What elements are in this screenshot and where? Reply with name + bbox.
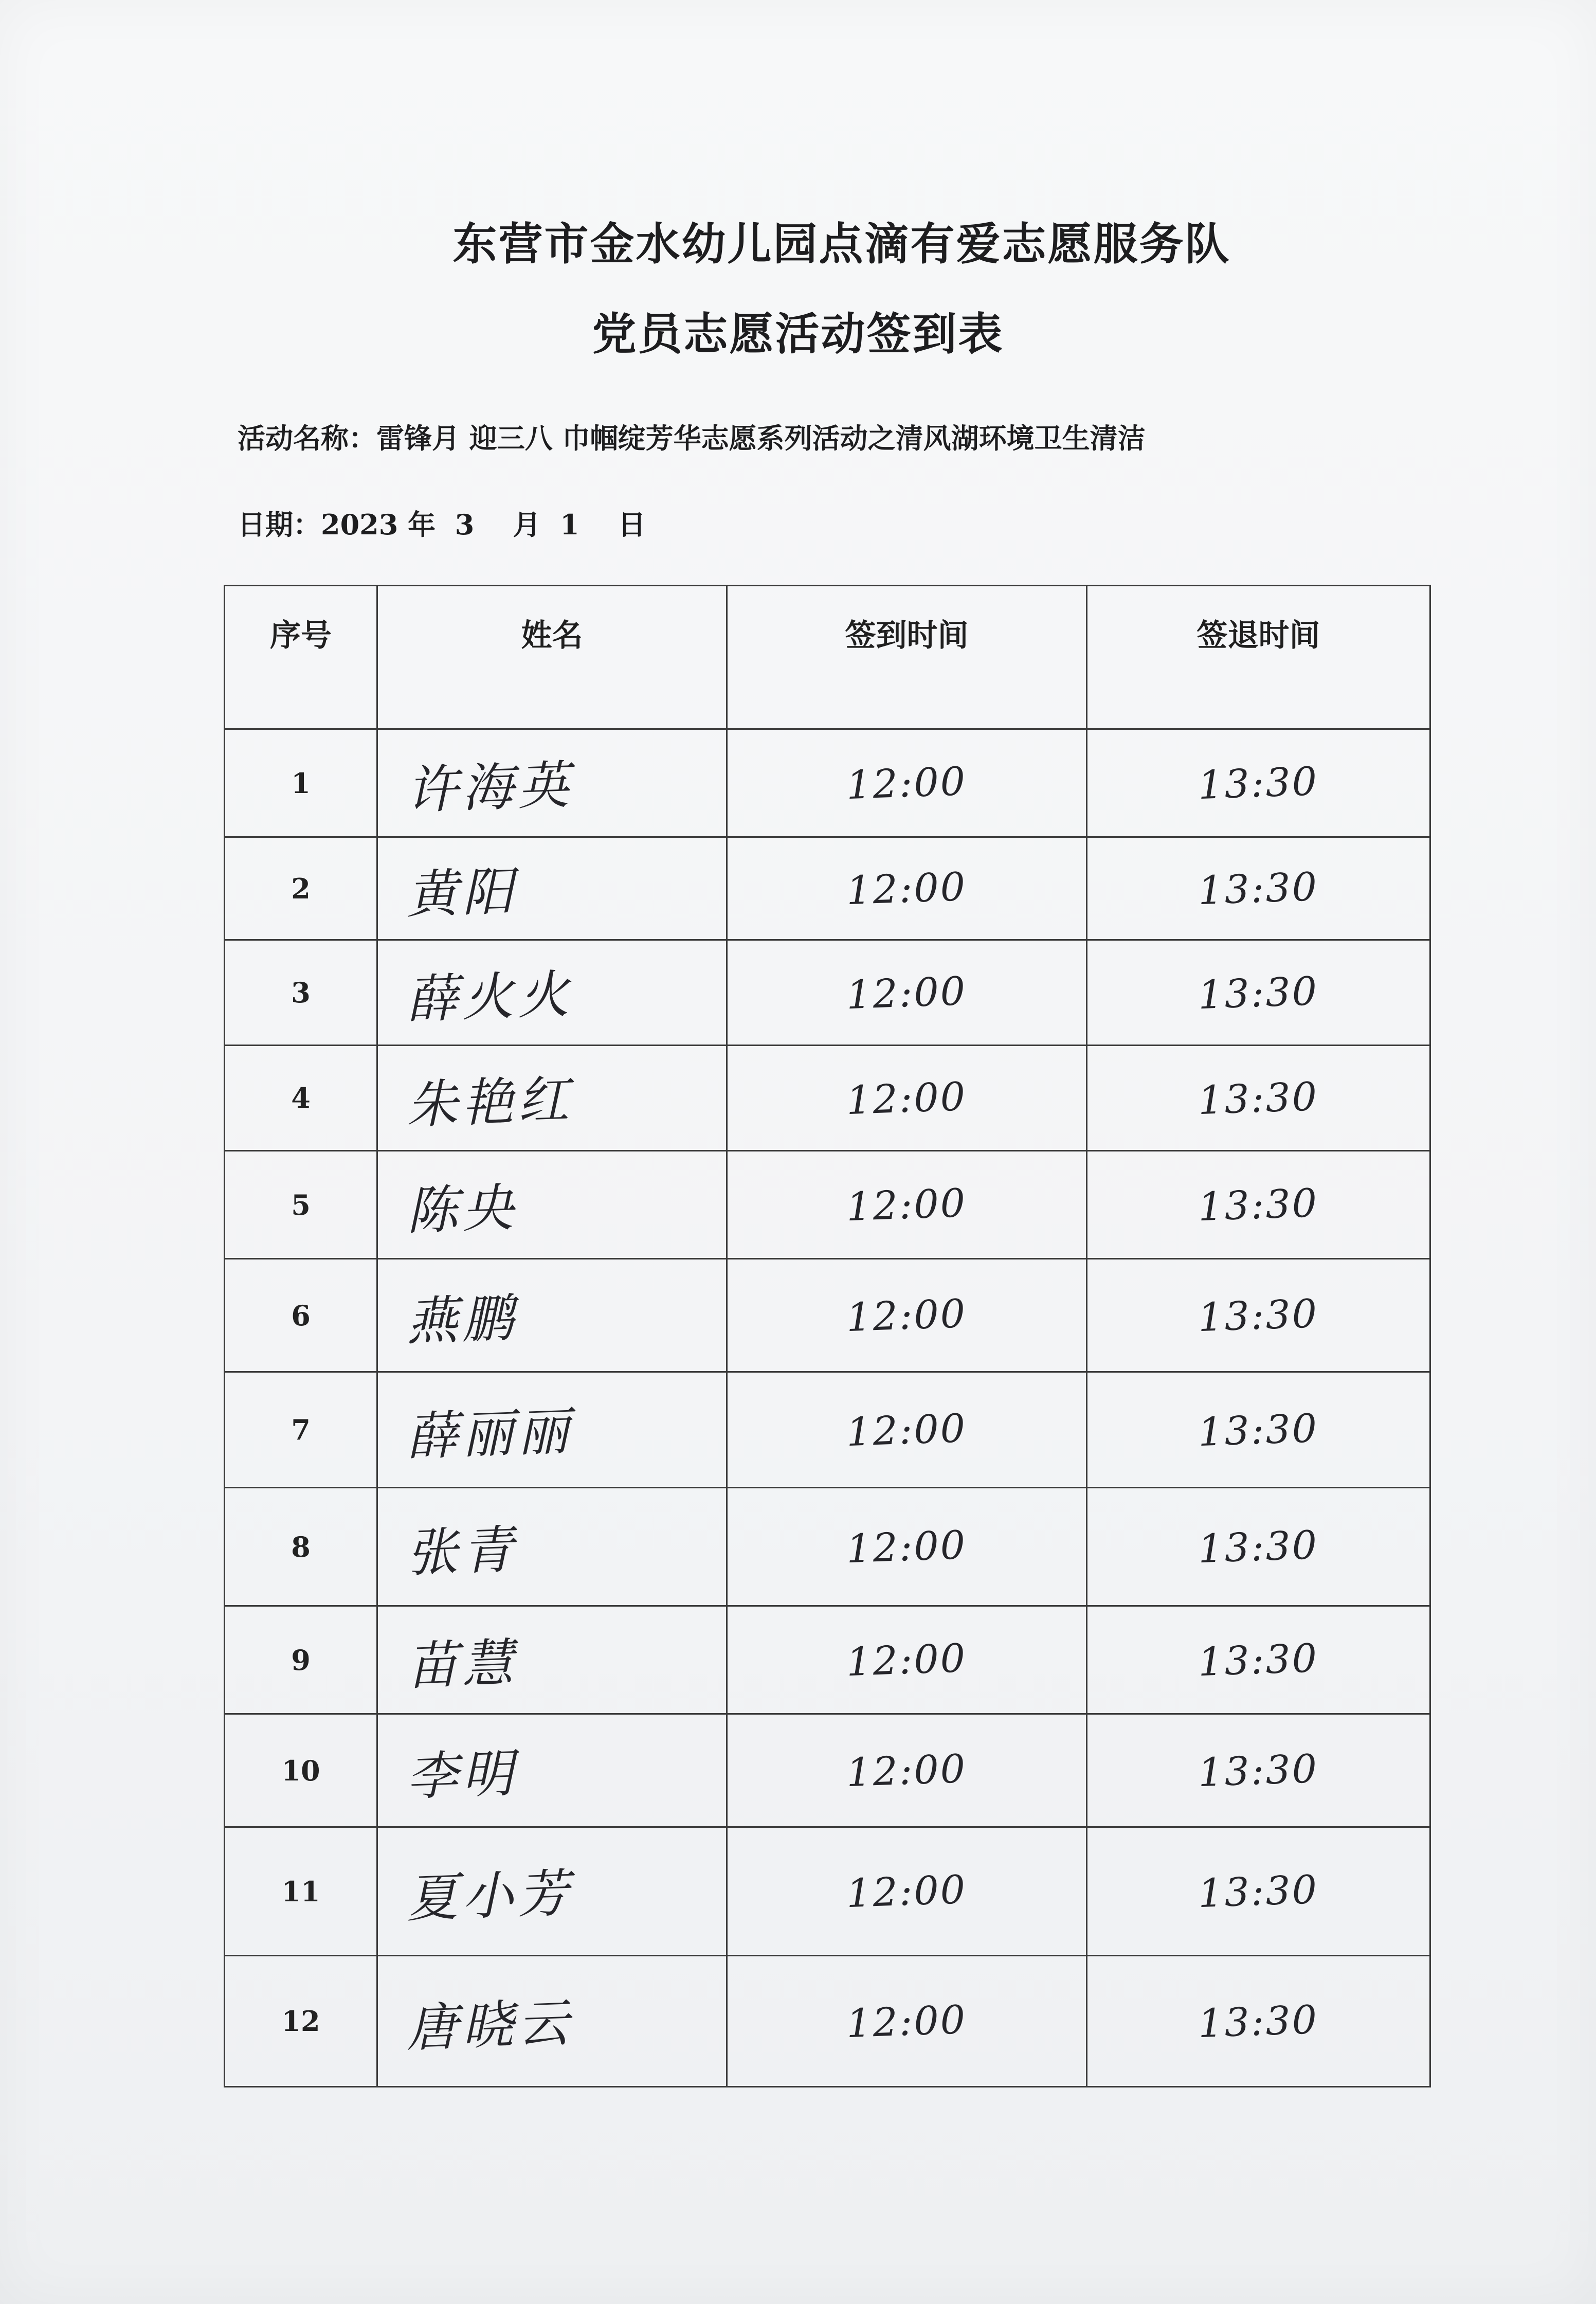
row-seq: 7: [225, 1372, 377, 1488]
activity-value: 雷锋月 迎三八 巾帼绽芳华志愿系列活动之清风湖环境卫生清洁: [376, 422, 1146, 455]
table-row: [225, 1714, 1430, 1827]
date-year: 2023: [321, 508, 398, 541]
row-sign-in-time: [727, 837, 1087, 940]
date-month: 3: [455, 508, 475, 541]
row-sign-in-time-text: 12:00: [846, 1290, 968, 1341]
row-name-signature-text: 薛丽丽: [405, 1401, 574, 1467]
header-name: 姓名: [377, 586, 727, 729]
table-row: [225, 1046, 1430, 1151]
row-sign-in-time: [727, 1956, 1087, 2087]
table-row: [225, 1259, 1430, 1372]
activity-line: [238, 417, 1146, 456]
row-sign-out-time-text: 13:30: [1198, 1521, 1319, 1572]
row-name-signature: [377, 940, 727, 1046]
row-name-signature-text: 薛火火: [405, 964, 574, 1030]
row-name-signature: [377, 1827, 727, 1956]
row-sign-out-time: [1087, 1956, 1430, 2087]
row-name-signature: [377, 1046, 727, 1151]
row-name-signature-text: 陈央: [405, 1177, 519, 1241]
row-name-signature-text: 燕鹏: [405, 1287, 519, 1352]
document-subtitle: 党员志愿活动签到表: [592, 309, 1004, 360]
row-seq: 9: [225, 1606, 377, 1714]
row-sign-out-time: [1087, 1372, 1430, 1488]
row-name-signature: [377, 1606, 727, 1714]
row-sign-in-time: [727, 1827, 1087, 1956]
date-year-unit: 年: [408, 509, 436, 541]
row-name-signature-text: 黄阳: [405, 860, 519, 925]
row-sign-out-time: [1087, 1046, 1430, 1151]
row-sign-out-time: [1087, 729, 1430, 837]
row-sign-in-time-text: 12:00: [846, 1866, 968, 1917]
row-sign-out-time: [1087, 1151, 1430, 1259]
row-name-signature: [377, 1714, 727, 1827]
row-sign-in-time-text: 12:00: [846, 967, 968, 1018]
row-sign-in-time-text: 12:00: [846, 1634, 968, 1685]
row-name-signature-text: 张青: [405, 1519, 519, 1583]
row-seq: 5: [225, 1151, 377, 1259]
header-sign-in: 签到时间: [727, 586, 1087, 729]
row-seq: 12: [225, 1956, 377, 2087]
table-row: [225, 1372, 1430, 1488]
row-seq: 6: [225, 1259, 377, 1372]
activity-label: 活动名称：: [238, 422, 376, 455]
row-name-signature-text: 李明: [405, 1742, 519, 1807]
row-sign-in-time-text: 12:00: [846, 1179, 968, 1230]
row-name-signature: [377, 1488, 727, 1606]
row-sign-out-time: [1087, 1259, 1430, 1372]
row-sign-out-time-text: 13:30: [1198, 1634, 1319, 1685]
row-sign-out-time: [1087, 1488, 1430, 1606]
sign-in-table: [224, 585, 1431, 2087]
table-row: [225, 1606, 1430, 1714]
date-day: 1: [560, 508, 579, 541]
row-sign-out-time: [1087, 1827, 1430, 1956]
table-row: [225, 1956, 1430, 2087]
row-name-signature-text: 唐晓云: [405, 1992, 574, 2059]
row-seq: 4: [225, 1046, 377, 1151]
row-sign-out-time: [1087, 940, 1430, 1046]
table-row: [225, 837, 1430, 940]
row-sign-out-time-text: 13:30: [1198, 1996, 1319, 2046]
table-row: [225, 940, 1430, 1046]
row-sign-in-time: [727, 1259, 1087, 1372]
row-sign-in-time: [727, 940, 1087, 1046]
row-name-signature: [377, 1372, 727, 1488]
date-line: [238, 503, 646, 543]
row-name-signature: [377, 1259, 727, 1372]
row-sign-in-time: [727, 1714, 1087, 1827]
row-sign-out-time: [1087, 837, 1430, 940]
row-sign-in-time-text: 12:00: [846, 1405, 968, 1455]
row-sign-out-time-text: 13:30: [1198, 1073, 1319, 1123]
header-seq: 序号: [225, 586, 377, 729]
row-sign-out-time-text: 13:30: [1198, 1405, 1319, 1455]
row-sign-in-time: [727, 1488, 1087, 1606]
table-header-row: [225, 586, 1430, 729]
row-sign-in-time-text: 12:00: [846, 863, 968, 914]
row-sign-in-time: [727, 1046, 1087, 1151]
row-seq: 11: [225, 1827, 377, 1956]
row-sign-out-time-text: 13:30: [1198, 967, 1319, 1018]
row-name-signature-text: 夏小芳: [405, 1862, 574, 1929]
row-sign-in-time-text: 12:00: [846, 1521, 968, 1572]
row-name-signature-text: 许海英: [405, 754, 574, 821]
table-row: [225, 729, 1430, 837]
document-title: 东营市金水幼儿园点滴有爱志愿服务队: [452, 219, 1231, 270]
row-sign-in-time: [727, 1606, 1087, 1714]
row-sign-in-time-text: 12:00: [846, 1996, 968, 2046]
row-seq: 3: [225, 940, 377, 1046]
row-sign-in-time-text: 12:00: [846, 758, 968, 808]
table-row: [225, 1151, 1430, 1259]
row-sign-in-time: [727, 1372, 1087, 1488]
row-seq: 8: [225, 1488, 377, 1606]
row-sign-out-time: [1087, 1714, 1430, 1827]
header-sign-out: 签退时间: [1087, 586, 1430, 729]
row-sign-in-time-text: 12:00: [846, 1073, 968, 1123]
date-label: 日期：: [238, 509, 321, 541]
row-sign-out-time-text: 13:30: [1198, 863, 1319, 914]
row-sign-in-time: [727, 729, 1087, 837]
row-sign-out-time-text: 13:30: [1198, 1290, 1319, 1341]
row-sign-out-time: [1087, 1606, 1430, 1714]
row-seq: 10: [225, 1714, 377, 1827]
row-name-signature-text: 朱艳红: [405, 1069, 574, 1136]
row-seq: 2: [225, 837, 377, 940]
row-sign-out-time-text: 13:30: [1198, 758, 1319, 808]
table-row: [225, 1827, 1430, 1956]
date-day-unit: 日: [618, 509, 646, 541]
date-month-unit: 月: [513, 509, 541, 541]
row-sign-out-time-text: 13:30: [1198, 1866, 1319, 1917]
row-sign-out-time-text: 13:30: [1198, 1179, 1319, 1230]
row-sign-in-time-text: 12:00: [846, 1745, 968, 1796]
row-sign-in-time: [727, 1151, 1087, 1259]
row-name-signature: [377, 837, 727, 940]
row-name-signature-text: 苗慧: [405, 1632, 519, 1697]
row-name-signature: [377, 1151, 727, 1259]
row-sign-out-time-text: 13:30: [1198, 1745, 1319, 1796]
row-seq: 1: [225, 729, 377, 837]
row-name-signature: [377, 729, 727, 837]
row-name-signature: [377, 1956, 727, 2087]
table-row: [225, 1488, 1430, 1606]
